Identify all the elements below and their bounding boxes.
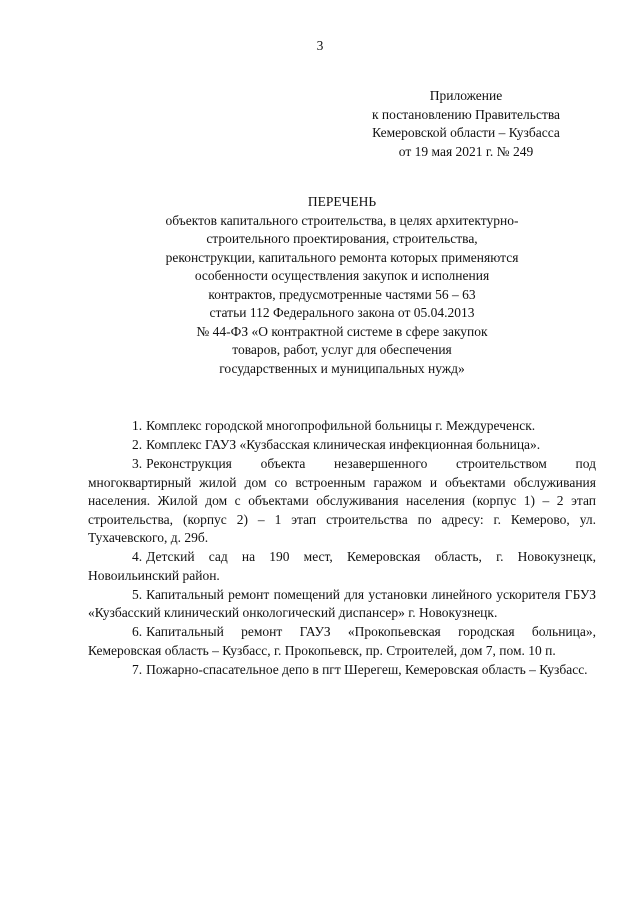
title-line: особенности осуществления закупок и исполнения xyxy=(194,268,490,283)
appendix-line: Кемеровской области – Кузбасса xyxy=(372,125,560,140)
item-number: 1. xyxy=(132,418,143,433)
appendix-line: Приложение xyxy=(429,88,503,103)
item-text: Комплекс городской многопрофильной больницы г. Междуреченск. xyxy=(146,418,536,433)
appendix-line: к постановлению Правительства xyxy=(371,106,561,122)
page-number: 3 xyxy=(316,38,324,53)
item-text: Капитальный ремонт помещений для установки линейного ускорителя ГБУЗ «Кузбасский клинический онкологический диспансер» г. Новокузнецк. xyxy=(88,586,596,620)
list-item xyxy=(88,623,596,660)
list-item xyxy=(88,436,596,455)
item-text: Детский сад на 190 мест, Кемеровская область, г. Новокузнецк, Новоильинский район. xyxy=(88,549,596,583)
title-heading: ПЕРЕЧЕНЬ xyxy=(307,194,377,209)
title-line: статьи 112 Федерального закона от 05.04.2013 xyxy=(209,305,475,320)
item-number: 7. xyxy=(132,661,143,677)
appendix-line: от 19 мая 2021 г. № 249 xyxy=(398,143,534,159)
title-line: государственных и муниципальных нужд» xyxy=(219,360,465,376)
item-number: 6. xyxy=(132,624,143,639)
list-item xyxy=(88,455,596,548)
item-number: 5. xyxy=(132,586,143,602)
item-number: 3. xyxy=(132,456,143,471)
title-line: контрактов, предусмотренные частями 56 – 63 xyxy=(208,286,476,302)
list-item xyxy=(88,661,596,680)
title-line: № 44-ФЗ «О контрактной системе в сфере закупок xyxy=(196,323,488,339)
list-item xyxy=(88,548,596,585)
title-line: строительного проектирования, строительства, xyxy=(206,231,478,246)
item-number: 4. xyxy=(132,549,143,564)
item-number: 2. xyxy=(132,437,143,452)
item-text: Пожарно-спасательное депо в пгт Шерегеш, Кемеровская область – Кузбасс. xyxy=(146,661,588,677)
item-text: Капитальный ремонт ГАУЗ «Прокопьевская городская больница», Кемеровская область – Кузбасс, г. Прокопьевск, пр. Строителей, дом 7, пом. 10 п. xyxy=(88,624,596,658)
document-title xyxy=(0,193,640,378)
title-line: объектов капитального строительства, в целях архитектурно- xyxy=(165,212,519,228)
appendix-block xyxy=(350,87,582,161)
title-line: товаров, работ, услуг для обеспечения xyxy=(232,342,452,357)
object-list xyxy=(88,417,596,680)
item-text: Реконструкция объекта незавершенного строительством под многоквартирный жилой дом со встроенным гаражом и объектами обслуживания населения. Жилой дом с объектами обслуживания населения (корпус 1) – 2 этап строительства, (корпус 2) – 1 этап строительства по адресу: г. Кемерово, ул. Тухачевского, д. 29б. xyxy=(88,456,596,545)
list-item xyxy=(88,417,596,436)
list-item xyxy=(88,586,596,623)
item-text: Комплекс ГАУЗ «Кузбасская клиническая инфекционная больница». xyxy=(146,437,541,452)
title-line: реконструкции, капитального ремонта которых применяются xyxy=(165,249,519,265)
